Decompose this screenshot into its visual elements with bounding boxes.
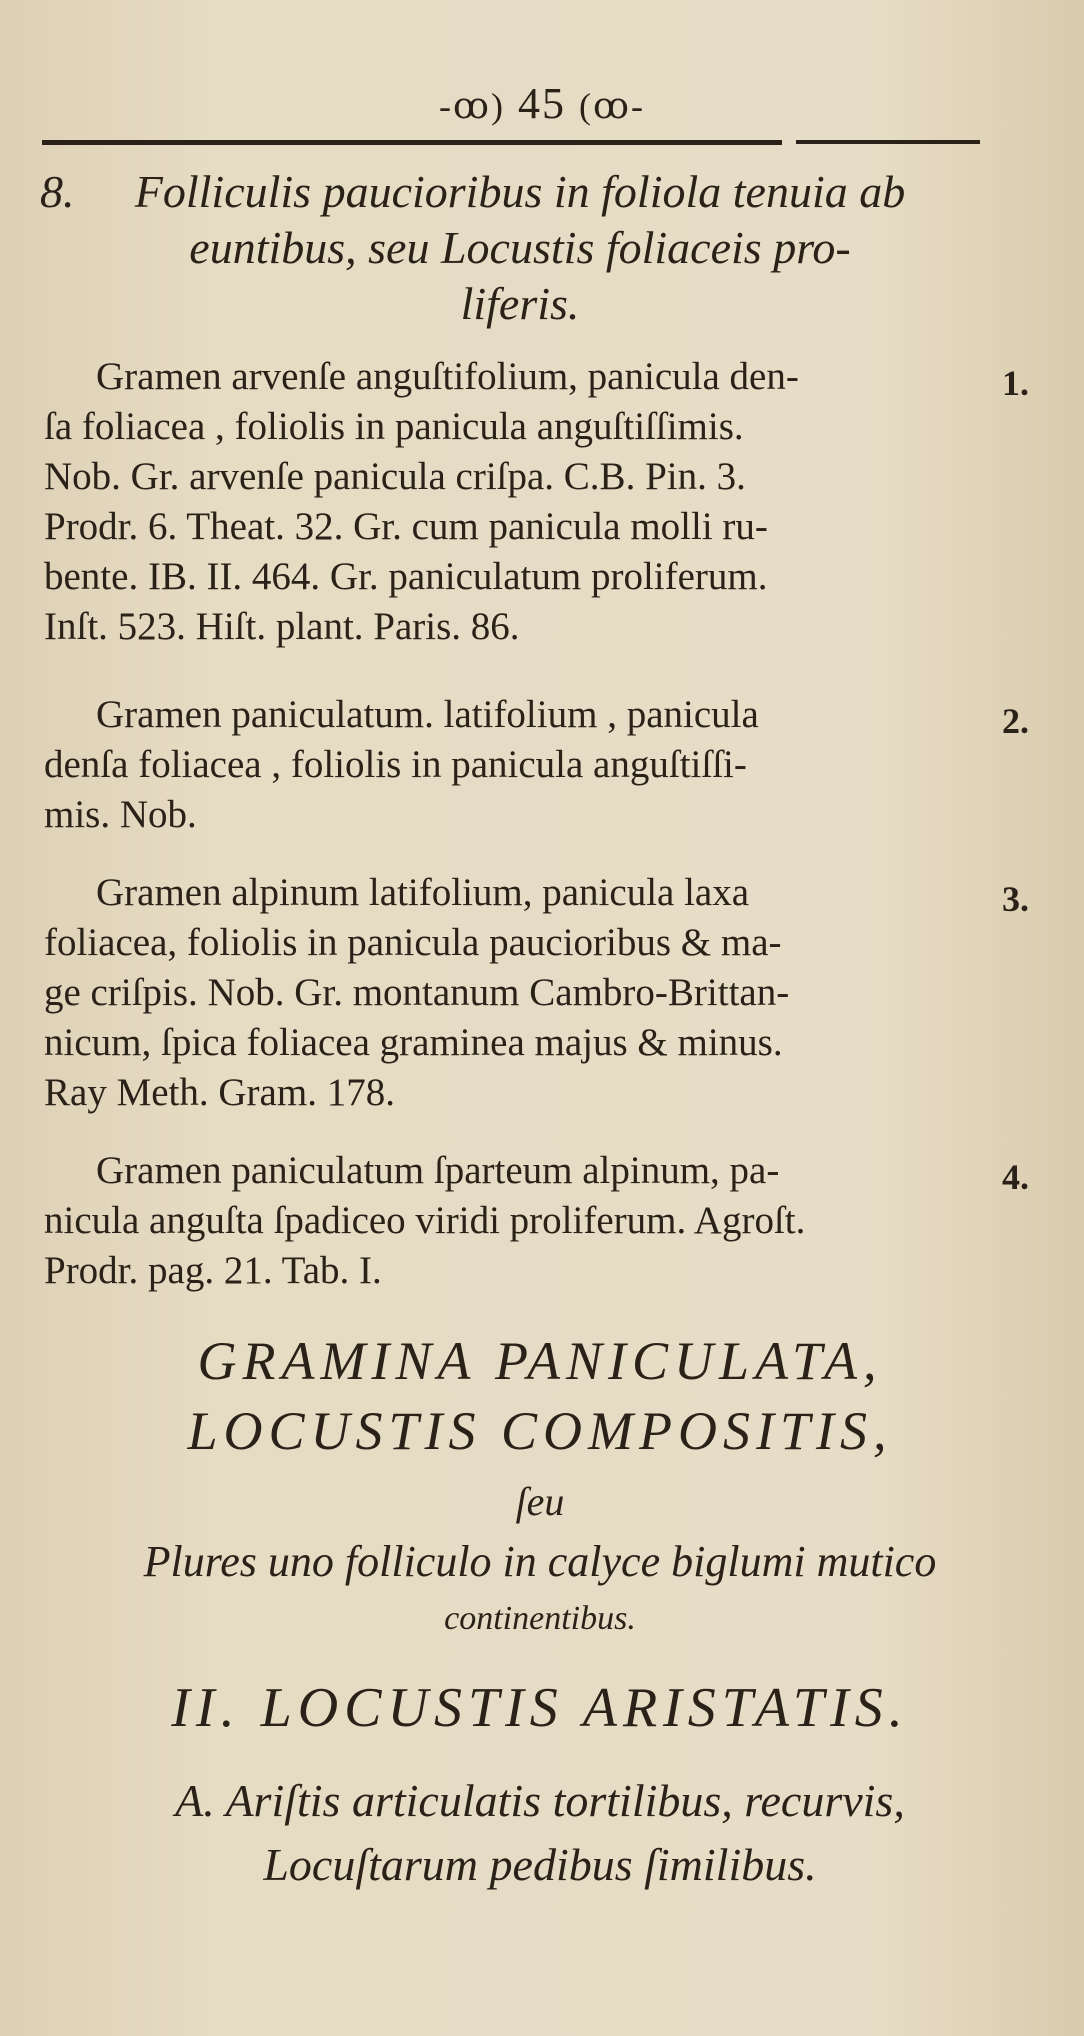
page-number: 45 xyxy=(518,79,566,128)
text-line: Prodr. pag. 21. Tab. I. xyxy=(44,1249,382,1292)
gramina-subtitle-cont: continentibus. xyxy=(444,1600,636,1637)
text-line: mis. Nob. xyxy=(44,793,197,836)
text-line: foliacea, foliolis in panicula paucioribus & ma- xyxy=(44,921,782,964)
gramina-subtitle: Plures uno folliculo in calyce biglumi mutico xyxy=(143,1537,937,1586)
text-line: Ray Meth. Gram. 178. xyxy=(44,1071,395,1114)
section-a-line1: A. Ariſtis articulatis tortilibus, recurvis, xyxy=(175,1775,905,1826)
text-line: bente. IB. II. 464. Gr. paniculatum proliferum. xyxy=(44,555,768,598)
text-line: ge criſpis. Nob. Gr. montanum Cambro-Brittan- xyxy=(44,971,790,1014)
text-line: ſa foliacea , foliolis in panicula anguſtiſſimis. xyxy=(44,405,744,448)
gramina-seu: ſeu xyxy=(515,1479,565,1524)
margin-number: 2. xyxy=(1002,701,1029,741)
text-line: Inſt. 523. Hiſt. plant. Paris. 86. xyxy=(44,605,520,648)
ornament-right: (ꝏ- xyxy=(579,86,645,126)
margin-number: 4. xyxy=(1002,1157,1029,1197)
section-number: 8. xyxy=(40,166,75,217)
section-a-line2: Locuſtarum pedibus ſimilibus. xyxy=(263,1839,817,1890)
text-line: denſa foliacea , foliolis in panicula anguſtiſſi- xyxy=(44,743,747,786)
text-line: Gramen arvenſe anguſtifolium, panicula den- xyxy=(96,355,799,398)
heading-line: Folliculis paucioribus in foliola tenuia ab xyxy=(134,166,906,217)
text-line: Nob. Gr. arvenſe panicula criſpa. C.B. Pin. 3. xyxy=(44,455,746,498)
ornament-left: -ꝏ) xyxy=(439,86,505,126)
text-line: Gramen paniculatum. latifolium , panicula xyxy=(96,693,759,736)
entry-4 xyxy=(44,1146,984,1296)
header-rule-short xyxy=(796,140,980,144)
text-line: nicula anguſta ſpadiceo viridi proliferum. Agroſt. xyxy=(44,1199,806,1242)
margin-number: 1. xyxy=(1002,363,1029,403)
section-8-heading xyxy=(40,164,1000,332)
margin-number: 3. xyxy=(1002,879,1029,919)
entry-3 xyxy=(44,868,984,1118)
text-line: Gramen alpinum latifolium, panicula laxa xyxy=(96,871,750,914)
text-line: Prodr. 6. Theat. 32. Gr. cum panicula molli ru- xyxy=(44,505,768,548)
entry-2 xyxy=(44,690,984,840)
heading-line: euntibus, seu Locustis foliaceis pro- xyxy=(189,222,851,273)
page-header xyxy=(0,78,1084,129)
gramina-heading-line2: LOCUSTIS COMPOSITIS, xyxy=(187,1401,893,1461)
heading-line: liferis. xyxy=(460,278,580,329)
entry-1 xyxy=(44,352,984,652)
text-line: Gramen paniculatum ſparteum alpinum, pa- xyxy=(96,1149,780,1192)
section-ii-heading: II. LOCUSTIS ARISTATIS. xyxy=(171,1677,909,1739)
gramina-heading-line1: GRAMINA PANICULATA, xyxy=(197,1331,883,1391)
header-rule xyxy=(42,140,782,145)
text-line: nicum, ſpica foliacea graminea majus & minus. xyxy=(44,1021,783,1064)
